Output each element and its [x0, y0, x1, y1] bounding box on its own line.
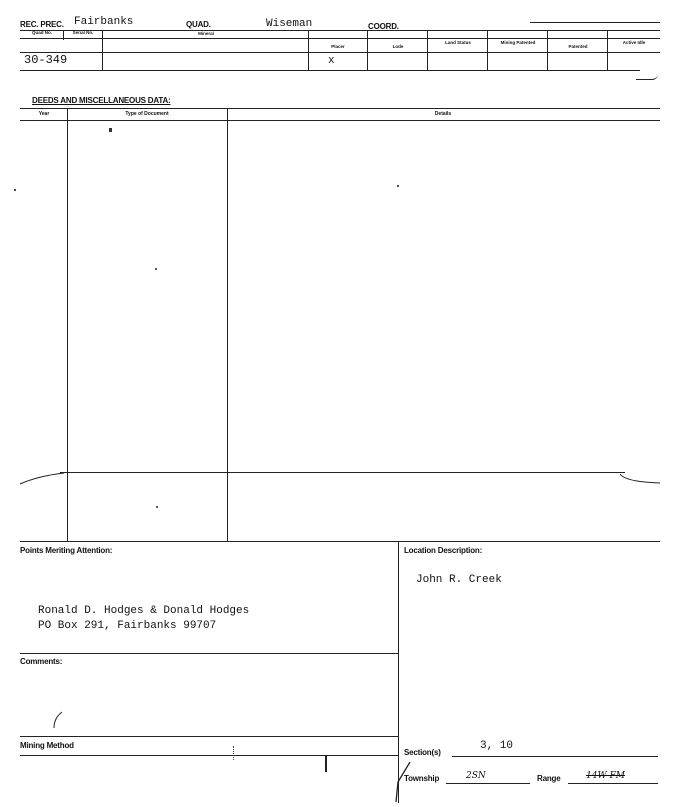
bottom-top-rule: [20, 541, 660, 542]
mining-tick-mark: [325, 756, 327, 772]
deeds-col-divider: [227, 108, 228, 541]
mining-method-label: Mining Method: [20, 741, 74, 750]
township-rule: [446, 783, 530, 784]
table-col-divider: [308, 30, 309, 70]
coord-rule: [530, 22, 660, 23]
col-mining-patented: Mining Patented: [500, 40, 536, 45]
comments-label: Comments:: [20, 657, 63, 666]
table-col-divider: [367, 30, 368, 70]
mining-bottom-rule: [20, 755, 398, 756]
sections-label: Section(s): [404, 748, 441, 757]
ink-speck: [14, 189, 16, 191]
table-col-divider: [607, 30, 608, 70]
range-rule: [568, 783, 658, 784]
col-mineral: Mineral: [198, 31, 214, 36]
ink-speck: [233, 746, 237, 760]
range-label: Range: [537, 774, 561, 783]
ink-speck: [156, 506, 158, 508]
points-label: Points Meriting Attention:: [20, 546, 113, 555]
points-line-1: Ronald D. Hodges & Donald Hodges: [38, 605, 250, 617]
ink-speck: [155, 268, 157, 270]
quad-value: Wiseman: [266, 18, 313, 30]
handwritten-stroke: [50, 710, 66, 730]
col-active-idle: Active Idle: [622, 40, 646, 45]
col-quad-no: Quad No.: [32, 30, 52, 35]
range-value: 14W FM: [586, 771, 626, 781]
comments-top-rule: [20, 653, 398, 654]
points-line-2: PO Box 291, Fairbanks 99707: [38, 620, 217, 632]
col-land-status: Land Status: [445, 40, 471, 45]
col-serial-no: Serial No.: [72, 30, 94, 35]
deeds-fold-rule: [60, 472, 625, 473]
table-header-rule: [20, 38, 660, 39]
check-mark: [392, 760, 412, 804]
township-label: Township: [404, 774, 440, 783]
deeds-col-type: Type of Document: [125, 111, 169, 117]
mining-top-rule: [20, 736, 398, 737]
sections-rule: [452, 756, 658, 757]
quad-label: QUAD.: [186, 20, 211, 29]
table-col-divider: [547, 30, 548, 70]
right-curl-mark: [618, 470, 662, 490]
col-patented: Patented: [568, 44, 588, 49]
sections-value: 3, 10: [480, 740, 514, 752]
left-curl-mark: [18, 468, 66, 488]
table-corner-curl: [636, 71, 658, 80]
col-placer: Placer: [331, 44, 345, 49]
deeds-title: DEEDS AND MISCELLANEOUS DATA:: [32, 96, 171, 105]
ink-speck: [397, 185, 399, 187]
table-col-divider: [487, 30, 488, 70]
location-label: Location Description:: [404, 546, 483, 555]
ink-speck: [109, 128, 112, 132]
placer-mark: x: [328, 55, 335, 67]
township-value: 2SN: [466, 771, 486, 781]
deeds-col-year: Year: [38, 111, 50, 117]
table-mid-rule: [20, 52, 660, 53]
rec-prec-value: Fairbanks: [74, 16, 134, 28]
rec-prec-label: REC. PREC.: [20, 20, 64, 29]
deeds-col-details: Details: [434, 111, 452, 117]
table-col-divider: [102, 30, 103, 70]
deeds-col-divider: [67, 108, 68, 541]
table-bottom-rule: [20, 70, 640, 71]
col-lode: Lode: [392, 44, 404, 49]
coord-label: COORD.: [368, 22, 399, 31]
table-col-divider: [427, 30, 428, 70]
deeds-top-rule: [20, 108, 660, 109]
deeds-header-rule: [20, 120, 660, 121]
location-value: John R. Creek: [416, 574, 502, 586]
quad-serial-value: 30-349: [24, 53, 68, 67]
